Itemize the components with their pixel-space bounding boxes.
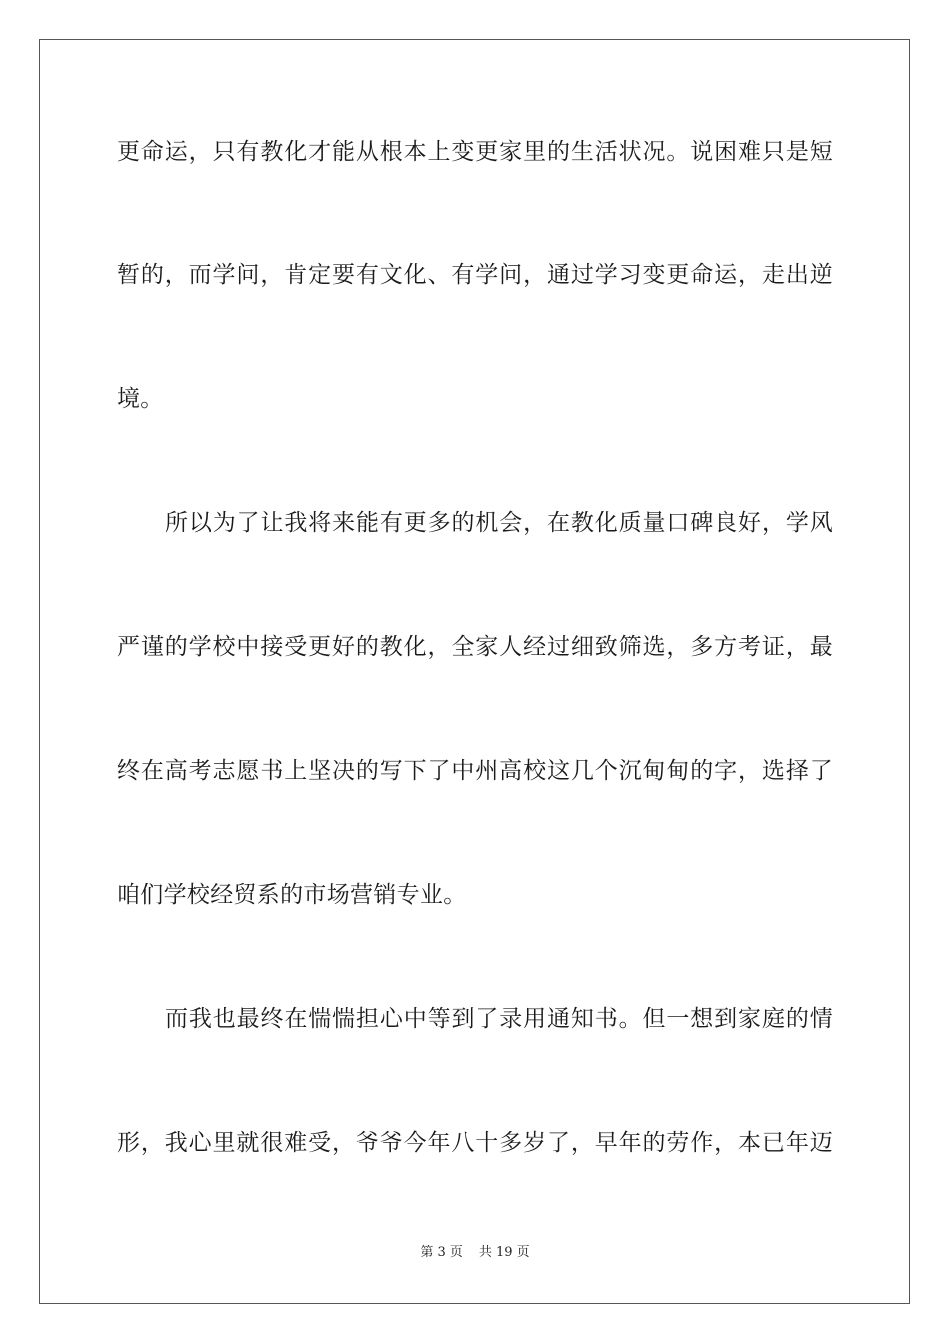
page-number: 第 3 页 [420,1245,463,1260]
paragraph-first-line: 而我也最终在惴惴担心中等到了录用通知书。但一想到家庭的情 [165,1006,833,1032]
page-footer [0,1244,950,1262]
total-pages: 共 19 页 [478,1245,530,1260]
body-text-line: 更命运，只有教化才能从根本上变更家里的生活状况。说困难只是短 [117,139,833,165]
body-text-line: 终在高考志愿书上坚决的写下了中州高校这几个沉甸甸的字，选择了 [117,758,833,784]
body-text-line: 咱们学校经贸系的市场营销专业。 [117,882,467,908]
body-text-line: 严谨的学校中接受更好的教化，全家人经过细致筛选，多方考证，最 [117,634,833,660]
paragraph-first-line: 所以为了让我将来能有更多的机会，在教化质量口碑良好，学风 [165,510,833,536]
body-text-line: 暂的，而学问，肯定要有文化、有学问，通过学习变更命运，走出逆 [117,262,833,288]
body-text-line: 形，我心里就很难受，爷爷今年八十多岁了，早年的劳作，本已年迈 [117,1130,833,1156]
body-text-line: 境。 [117,386,164,412]
page-border [39,39,910,1304]
